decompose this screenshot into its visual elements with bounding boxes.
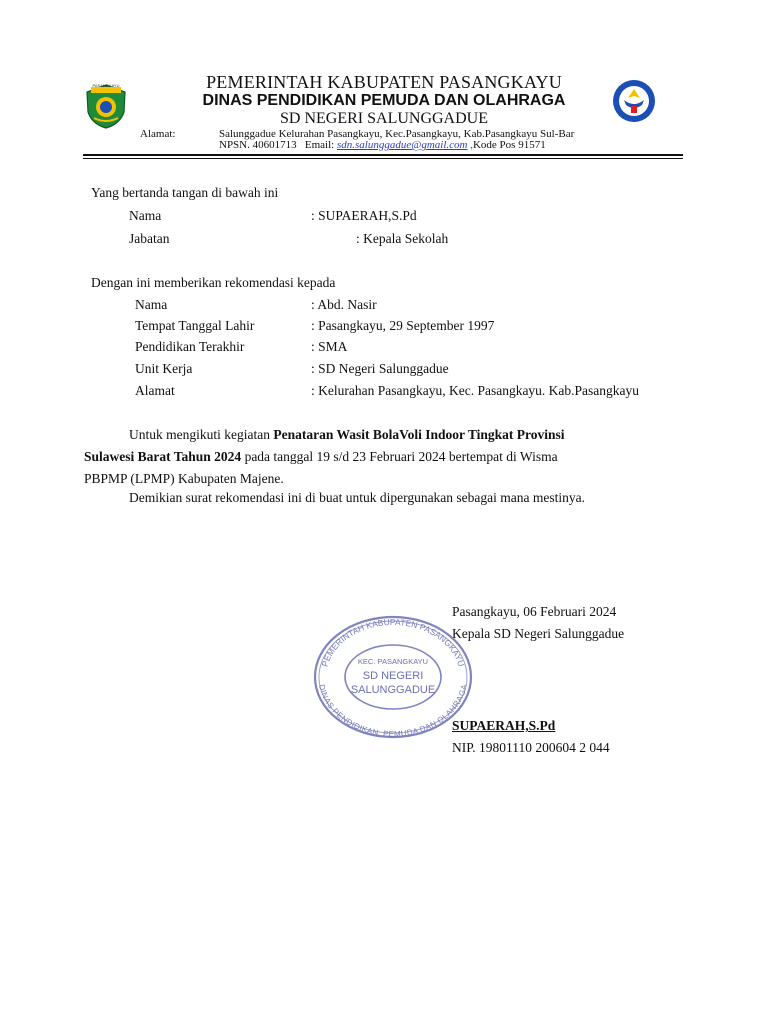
recipient-value: : SD Negeri Salunggadue: [311, 361, 449, 376]
header-rule-thin: [83, 158, 683, 159]
paragraph-line-1: [129, 427, 565, 443]
recipient-label: Nama: [135, 297, 168, 312]
stamp-outer-top-text: PEMERINTAH KABUPATEN PASANGKAYU: [319, 616, 467, 668]
contact-line: NPSN. 40601713 Email: sdn.salunggadue@gmail.com ,Kode Pos 91571: [219, 139, 546, 151]
kode-pos: Kode Pos 91571: [472, 139, 546, 151]
signature-place-date: Pasangkayu, 06 Februari 2024: [452, 604, 617, 619]
recipient-label: Unit Kerja: [135, 361, 193, 376]
para-text: Untuk mengikuti kegiatan: [129, 427, 274, 442]
signer-name-value: : SUPAERAH,S.Pd: [311, 208, 417, 223]
signer-name-label: Nama: [129, 208, 162, 223]
official-stamp: [312, 613, 474, 741]
paragraph-line-2: [84, 449, 558, 465]
header-rule-thick: [83, 154, 683, 156]
recipient-value: : SMA: [311, 339, 348, 354]
recommend-intro: Dengan ini memberikan rekomendasi kepada: [91, 275, 336, 290]
closing-sentence: Demikian surat rekomendasi ini di buat untuk dipergunakan sebagai mana mestinya.: [129, 490, 586, 505]
signer-intro: Yang bertanda tangan di bawah ini: [91, 185, 279, 200]
stamp-school-line-1: SD NEGERI: [362, 670, 424, 682]
recipient-value: : Abd. Nasir: [311, 297, 377, 312]
address-text: Salunggadue Kelurahan Pasangkayu, Kec.Pasangkayu, Kab.Pasangkayu Sul-Bar: [219, 128, 575, 140]
stamp-district-text: KEC. PASANGKAYU: [357, 657, 429, 666]
paragraph-line-3: PBPMP (LPMP) Kabupaten Majene.: [84, 471, 284, 486]
email-label: Email:: [304, 139, 335, 151]
stamp-school-line-2: SALUNGGADUE: [350, 684, 436, 696]
recipient-label: Tempat Tanggal Lahir: [135, 318, 255, 333]
address-label: Alamat:: [140, 128, 176, 140]
signer-position-label: Jabatan: [129, 231, 170, 246]
logo-left-label: PASANGKAYU: [92, 83, 120, 88]
recipient-label: Alamat: [135, 383, 175, 398]
header-line-2: DINAS PENDIDIKAN PEMUDA DAN OLAHRAGA: [202, 92, 566, 109]
signature-position: Kepala SD Negeri Salunggadue: [452, 626, 625, 641]
signature-nip: NIP. 19801110 200604 2 044: [452, 740, 610, 755]
header-line-1: PEMERINTAH KABUPATEN PASANGKAYU: [206, 72, 562, 92]
para-text: pada tanggal 19 s/d 23 Februari 2024 bertempat di Wisma: [241, 449, 558, 464]
signature-name: SUPAERAH,S.Pd: [452, 718, 556, 733]
recipient-value: : Kelurahan Pasangkayu, Kec. Pasangkayu. Kab.Pasangkayu: [311, 383, 640, 398]
recipient-label: Pendidikan Terakhir: [135, 339, 245, 354]
npsn: NPSN. 40601713: [219, 139, 297, 151]
event-name: Penataran Wasit BolaVoli Indoor Tingkat Provinsi: [273, 427, 565, 442]
email-link[interactable]: sdn.salunggadue@gmail.com: [336, 139, 468, 151]
signer-position-value: : Kepala Sekolah: [356, 231, 449, 246]
header-line-3: SD NEGERI SALUNGGADUE: [280, 110, 488, 127]
event-region: Sulawesi Barat Tahun 2024: [84, 449, 242, 464]
stamp-outer-bottom-text: DINAS PENDIDIKAN, PEMUDA DAN OLAHRAGA: [317, 683, 469, 739]
recipient-value: : Pasangkayu, 29 September 1997: [311, 318, 495, 333]
